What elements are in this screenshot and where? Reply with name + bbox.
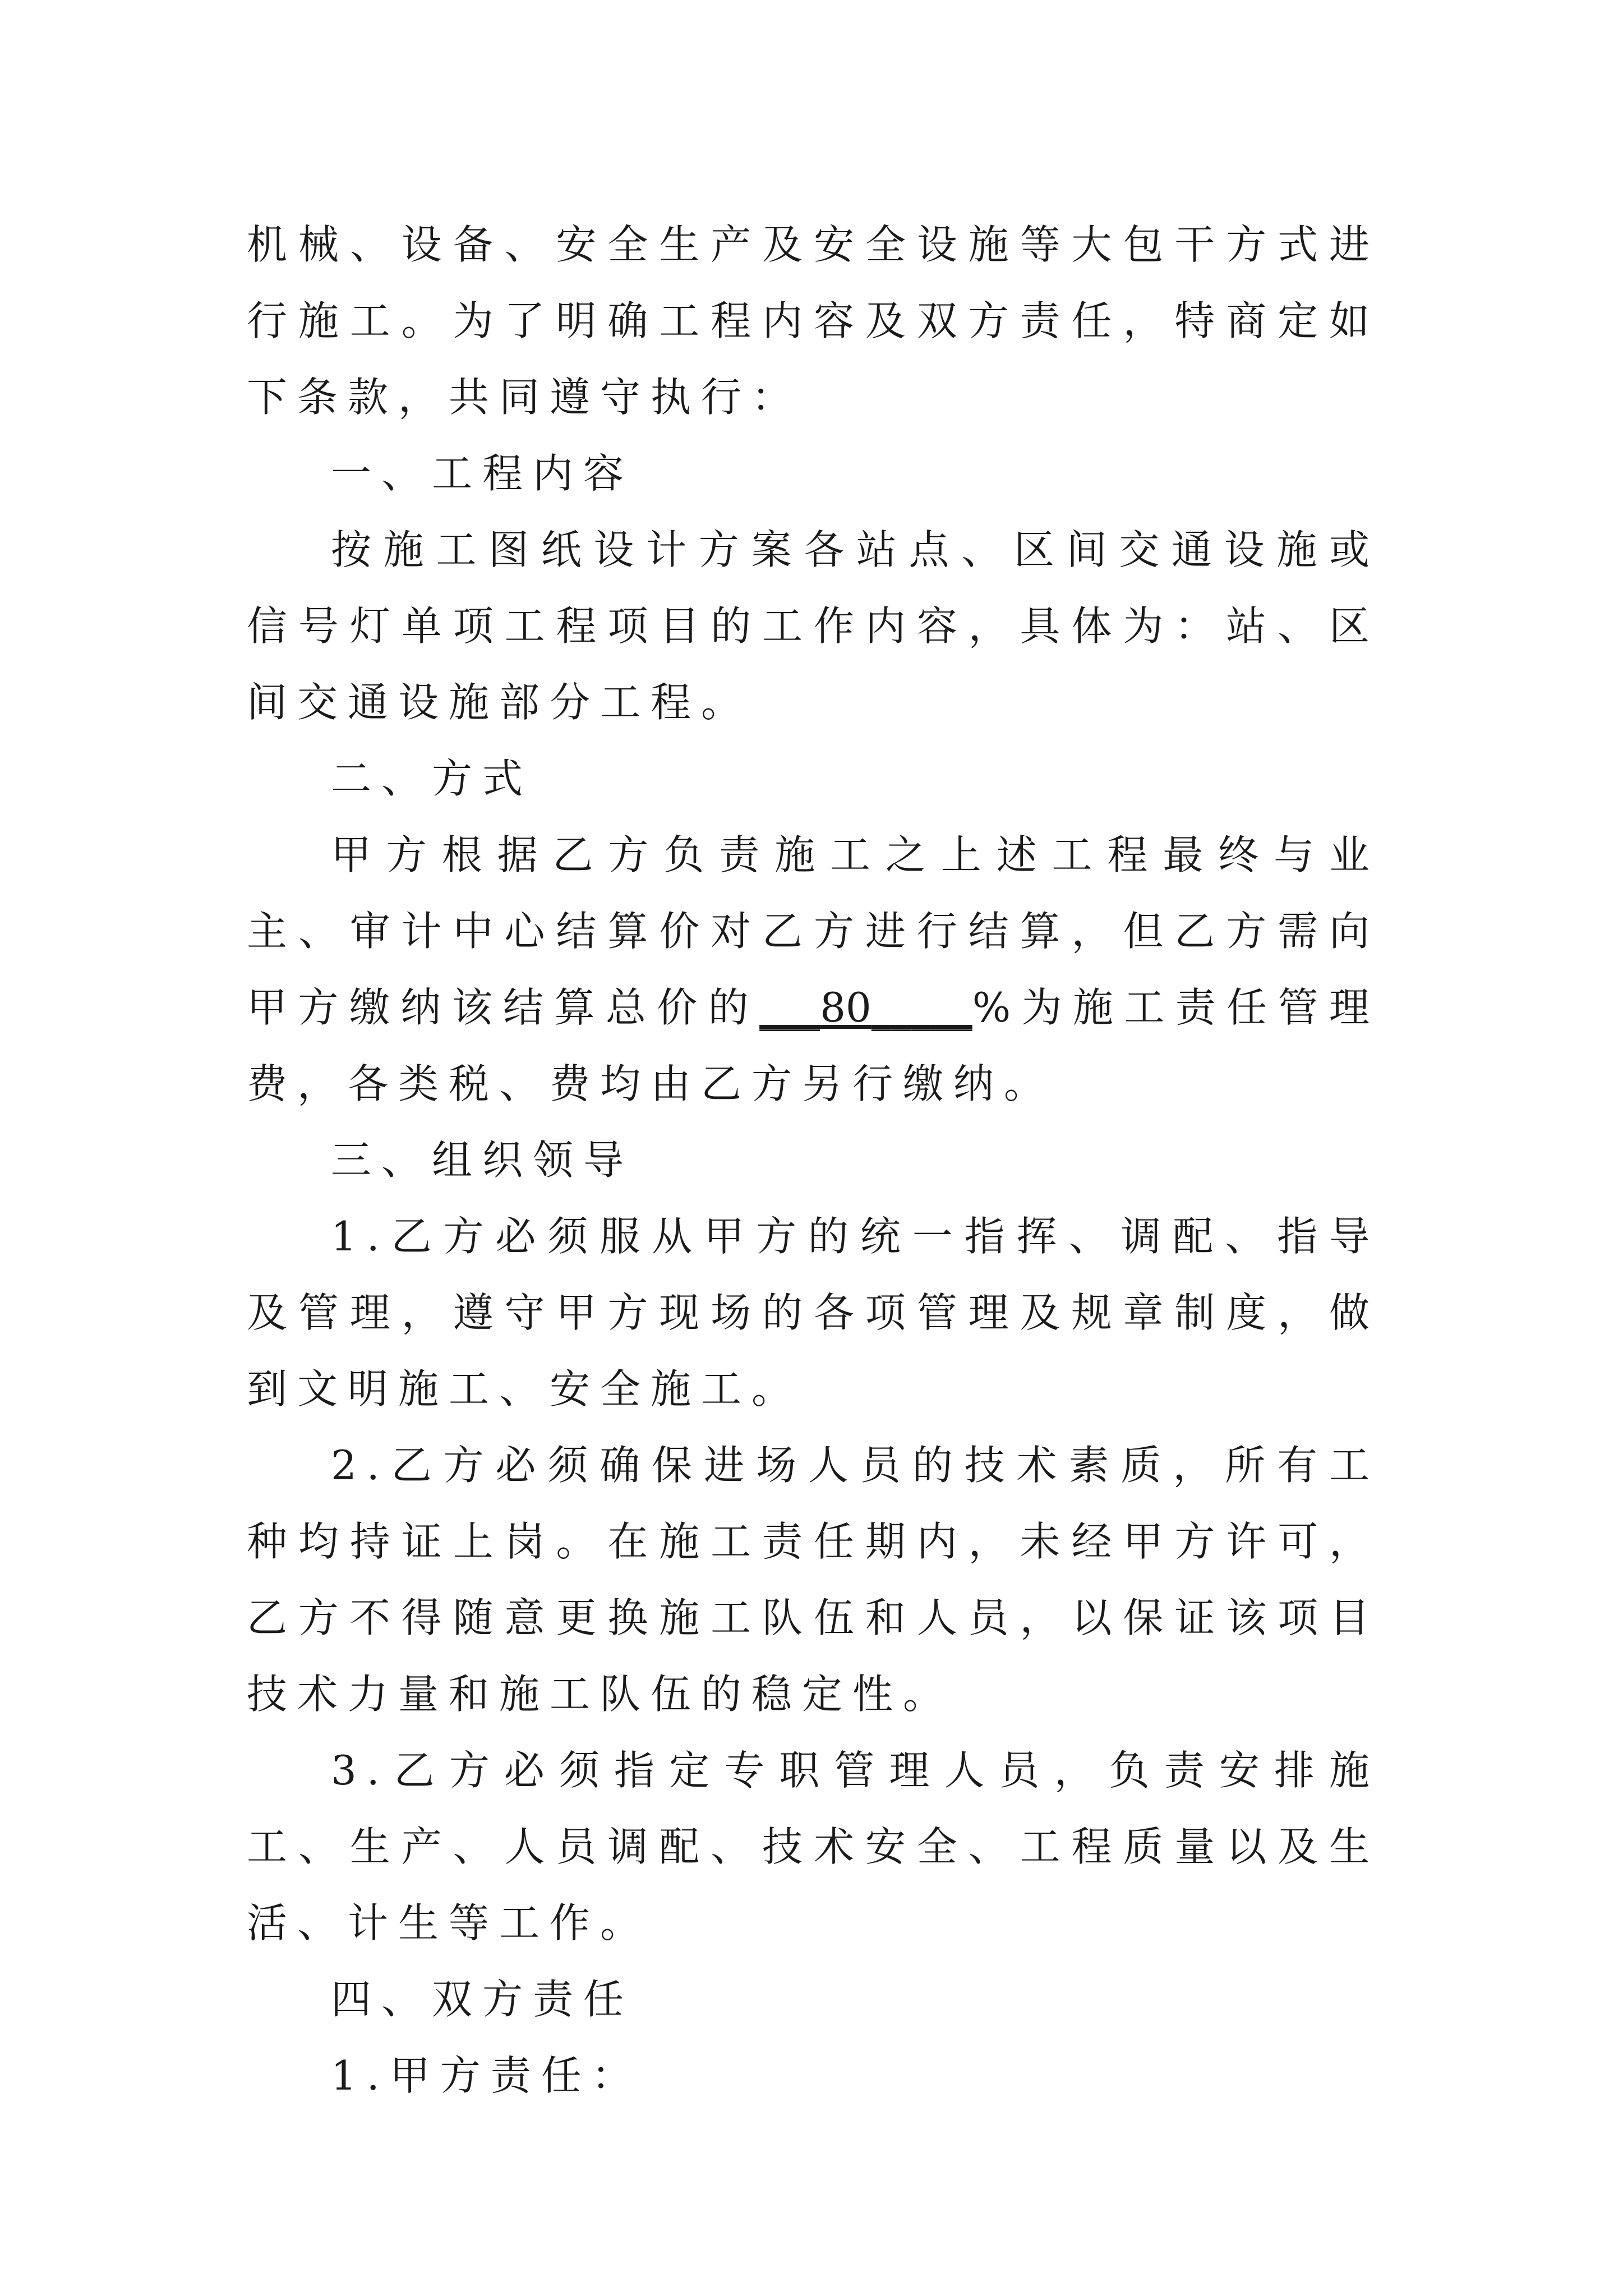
paragraph-method [247, 817, 1380, 1122]
fee-blank-prefix: ___ [759, 984, 820, 1031]
section-heading-method: 二、方式 [331, 755, 533, 802]
method-text-before: 甲方根据乙方负责施工之上述工程最终与业主、审计中心结算价对乙方进行结算，但乙方需向甲方缴纳该结算总价的 [247, 831, 1380, 1031]
paragraph-organization-item-3: 3.乙方必须指定专职管理人员，负责安排施工、生产、人员调配、技术安全、工程质量以及生活、计生等工作。 [247, 1747, 1380, 1947]
section-heading-responsibilities: 四、双方责任 [331, 1976, 634, 2023]
document-body [247, 206, 1380, 2114]
fee-rate-blank [759, 984, 972, 1031]
subheading-party-a-responsibility: 1.甲方责任： [331, 2052, 642, 2099]
section-heading-organization: 三、组织领导 [331, 1137, 634, 1184]
paragraph-organization-item-2: 2.乙方必须确保进场人员的技术素质，所有工种均持证上岗。在施工责任期内，未经甲方许可，乙方不得随意更换施工队伍和人员，以保证该项目技术力量和施工队伍的稳定性。 [247, 1442, 1380, 1718]
section-heading-work-content: 一、工程内容 [331, 450, 634, 497]
method-text-after: %为施工责任管理费，各类税、费均由乙方另行缴纳。 [247, 984, 1380, 1107]
fee-rate-value: 80 [820, 984, 872, 1031]
paragraph-work-content: 按施工图纸设计方案各站点、区间交通设施或信号灯单项工程项目的工作内容，具体为：站、区间交通设施部分工程。 [247, 526, 1380, 726]
fee-blank-suffix: _____ [871, 984, 972, 1031]
paragraph-intro: 机械、设备、安全生产及安全设施等大包干方式进行施工。为了明确工程内容及双方责任，特商定如下条款，共同遵守执行： [247, 221, 1380, 421]
paragraph-organization-item-1: 1.乙方必须服从甲方的统一指挥、调配、指导及管理，遵守甲方现场的各项管理及规章制度，做到文明施工、安全施工。 [247, 1213, 1380, 1412]
